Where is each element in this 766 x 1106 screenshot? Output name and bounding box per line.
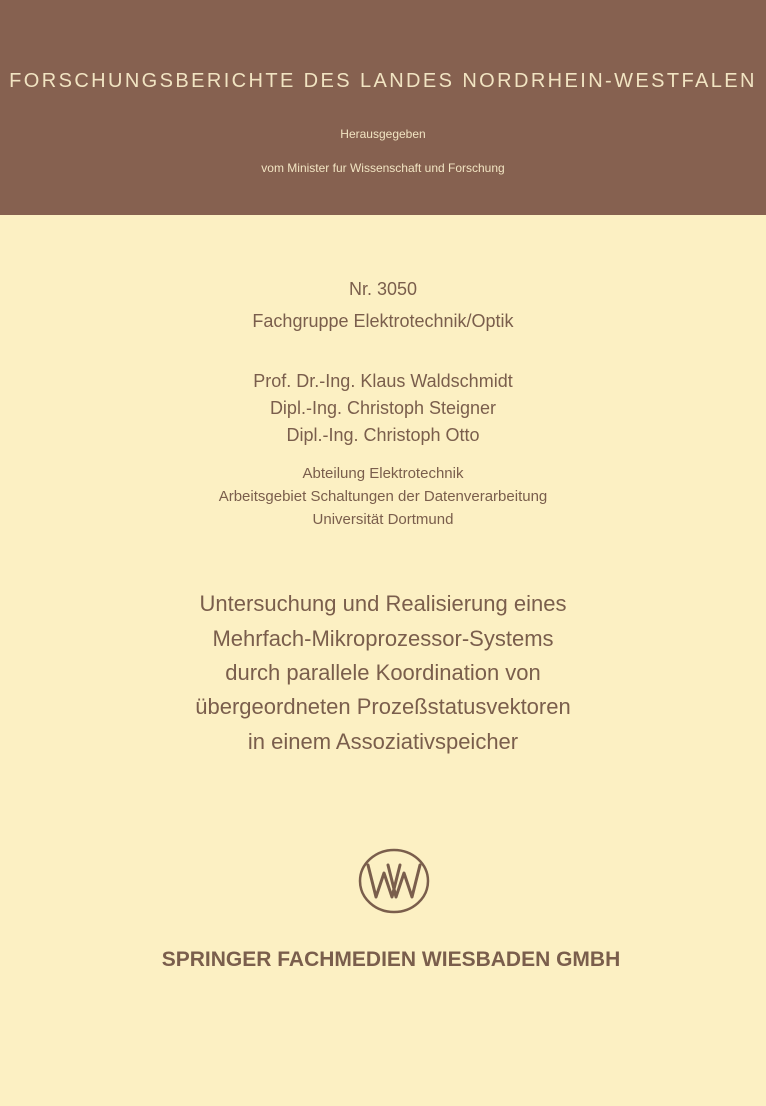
affiliation-department: Abteilung Elektrotechnik bbox=[302, 465, 464, 482]
header-band bbox=[0, 0, 766, 215]
title-line-4: übergeordneten Prozeßstatusvektoren bbox=[195, 694, 571, 719]
report-number: Nr. 3050 bbox=[348, 279, 418, 299]
author-1: Prof. Dr.-Ing. Klaus Waldschmidt bbox=[253, 371, 513, 391]
title-line-5: in einem Assoziativspeicher bbox=[247, 729, 519, 754]
title-line-1: Untersuchung und Realisierung eines bbox=[199, 591, 567, 616]
report-group: Fachgruppe Elektrotechnik/Optik bbox=[252, 311, 514, 331]
series-title: FORSCHUNGSBERICHTE DES LANDES NORDRHEIN-WESTFALEN bbox=[9, 70, 757, 92]
editor-label: Herausgegeben bbox=[340, 127, 426, 141]
affiliation-university: Universität Dortmund bbox=[312, 511, 454, 528]
title-line-2: Mehrfach-Mikroprozessor-Systems bbox=[212, 626, 554, 651]
editor-name: vom Minister fur Wissenschaft und Forschung bbox=[261, 161, 505, 175]
author-2: Dipl.-Ing. Christoph Steigner bbox=[269, 398, 497, 418]
publisher-logo-icon bbox=[356, 847, 432, 915]
title-line-3: durch parallele Koordination von bbox=[225, 660, 541, 685]
publisher-name: SPRINGER FACHMEDIEN WIESBADEN GMBH bbox=[161, 948, 621, 971]
author-3: Dipl.-Ing. Christoph Otto bbox=[286, 425, 480, 445]
affiliation-area: Arbeitsgebiet Schaltungen der Datenverarbeitung bbox=[218, 488, 548, 505]
